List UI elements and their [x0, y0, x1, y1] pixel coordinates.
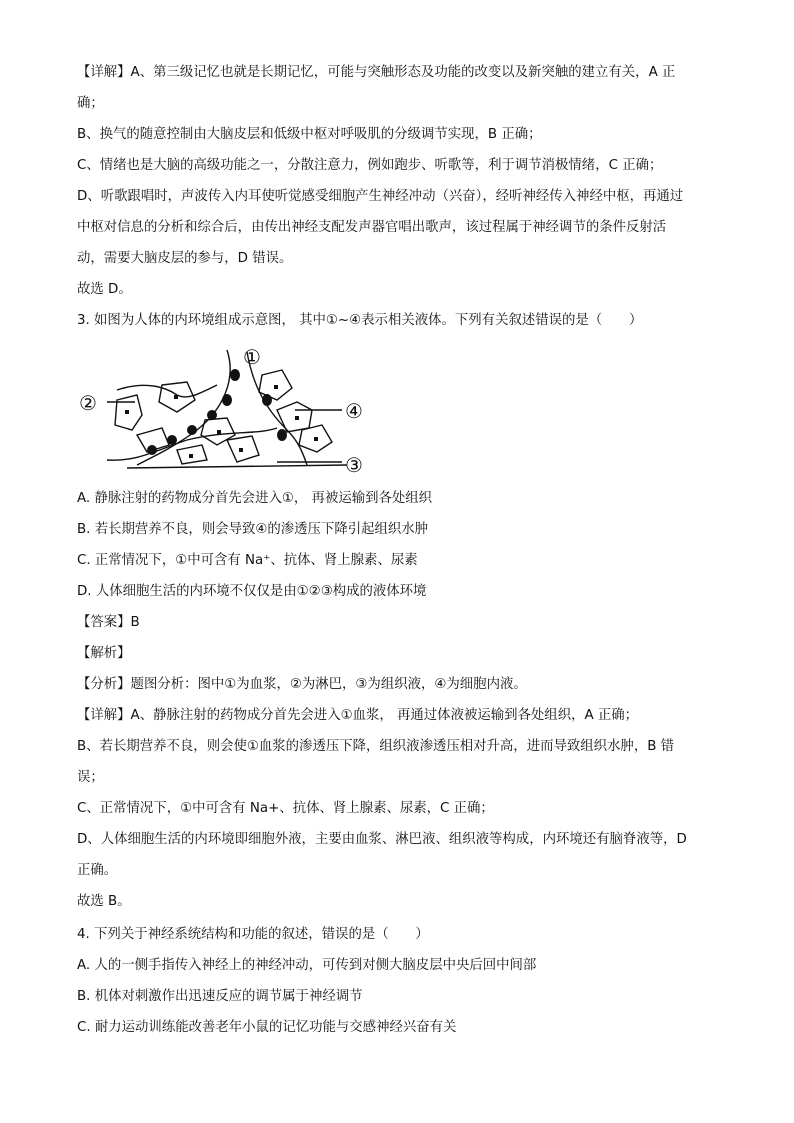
q2-conclusion: 故选 D。 [77, 282, 132, 297]
blood-cell [277, 429, 287, 441]
q2-detail-line7: 动，需要大脑皮层的参与，D 错误。 [77, 251, 293, 266]
q4-option-c: C. 耐力运动训练能改善老年小鼠的记忆功能与交感神经兴奋有关 [77, 1020, 457, 1035]
label-2: ② [79, 391, 97, 415]
nucleus [239, 448, 243, 452]
boundary-line-top [117, 385, 217, 397]
q3-detail-line3: 误； [77, 770, 104, 785]
q3-option-a: A. 静脉注射的药物成分首先会进入①， 再被运输到各处组织 [77, 491, 433, 506]
nucleus [189, 454, 193, 458]
blood-cell [230, 369, 240, 381]
blood-cell [262, 394, 272, 406]
q4-option-a: A. 人的一侧手指传入神经上的神经冲动，可传到对侧大脑皮层中央后回中间部 [77, 958, 537, 973]
q2-detail-line6: 中枢对信息的分析和综合后，由传出神经支配发声器官唱出歌声，该过程属于神经调节的条件反射活 [77, 220, 667, 235]
internal-environment-diagram [77, 340, 377, 480]
q2-detail-line2: 确； [77, 96, 104, 111]
nucleus [125, 410, 129, 414]
q3-analysis-title: 【解析】 [77, 646, 131, 661]
nucleus [174, 395, 178, 399]
blood-cell [222, 394, 232, 406]
blood-cell [147, 445, 157, 455]
q3-detail-line6: 正确。 [77, 863, 118, 878]
q3-detail-line5: D、人体细胞生活的内环境即细胞外液，主要由血浆、淋巴液、组织液等构成，内环境还有脑脊液等，D [77, 832, 687, 847]
q2-detail-line1: 【详解】A、第三级记忆也就是长期记忆，可能与突触形态及功能的改变以及新突触的建立有关，A 正 [77, 65, 676, 80]
nucleus [274, 385, 278, 389]
q3-detail-line2: B、若长期营养不良，则会使①血浆的渗透压下降，组织液渗透压相对升高，进而导致组织水肿，B 错 [77, 739, 675, 754]
nucleus [217, 430, 221, 434]
q3-conclusion: 故选 B。 [77, 894, 131, 909]
q4-stem: 4. 下列关于神经系统结构和功能的叙述，错误的是（ ） [77, 927, 429, 942]
q3-detail-line4: C、正常情况下，①中可含有 Na+、抗体、肾上腺素、尿素，C 正确； [77, 801, 494, 816]
q3-option-b: B. 若长期营养不良，则会导致④的渗透压下降引起组织水肿 [77, 522, 429, 537]
label-3: ③ [345, 453, 363, 477]
q3-analysis: 【分析】题图分析：图中①为血浆，②为淋巴，③为组织液，④为细胞内液。 [77, 677, 527, 692]
cell-8 [277, 402, 312, 432]
q3-detail-line1: 【详解】A、静脉注射的药物成分首先会进入①血浆， 再通过体液被运输到各处组织，A 正确； [77, 708, 639, 723]
capillary-wall-3 [127, 465, 347, 468]
q2-detail-line4: C、情绪也是大脑的高级功能之一，分散注意力，例如跑步、听歌等，利于调节消极情绪，C 正确； [77, 158, 663, 173]
nucleus [314, 437, 318, 441]
q4-option-b: B. 机体对刺激作出迅速反应的调节属于神经调节 [77, 989, 363, 1004]
label-1: ① [243, 345, 261, 369]
q3-stem: 3. 如图为人体的内环境组成示意图， 其中①~④表示相关液体。下列有关叙述错误的是（ ） [77, 313, 643, 328]
nucleus [295, 416, 299, 420]
blood-cell [187, 425, 197, 435]
q2-detail-line3: B、换气的随意控制由大脑皮层和低级中枢对呼吸肌的分级调节实现，B 正确； [77, 127, 542, 142]
q2-detail-line5: D、听歌跟唱时，声波传入内耳使听觉感受细胞产生神经冲动（兴奋），经听神经传入神经中枢，再通过 [77, 189, 684, 204]
diagram-svg [77, 340, 377, 480]
q3-option-c: C. 正常情况下，①中可含有 Na⁺、抗体、肾上腺素、尿素 [77, 553, 418, 568]
blood-cell [207, 410, 217, 420]
q3-answer: 【答案】B [77, 615, 140, 630]
blood-cell [167, 435, 177, 445]
label-4: ④ [345, 399, 363, 423]
q3-option-d: D. 人体细胞生活的内环境不仅仅是由①②③构成的液体环境 [77, 584, 427, 599]
